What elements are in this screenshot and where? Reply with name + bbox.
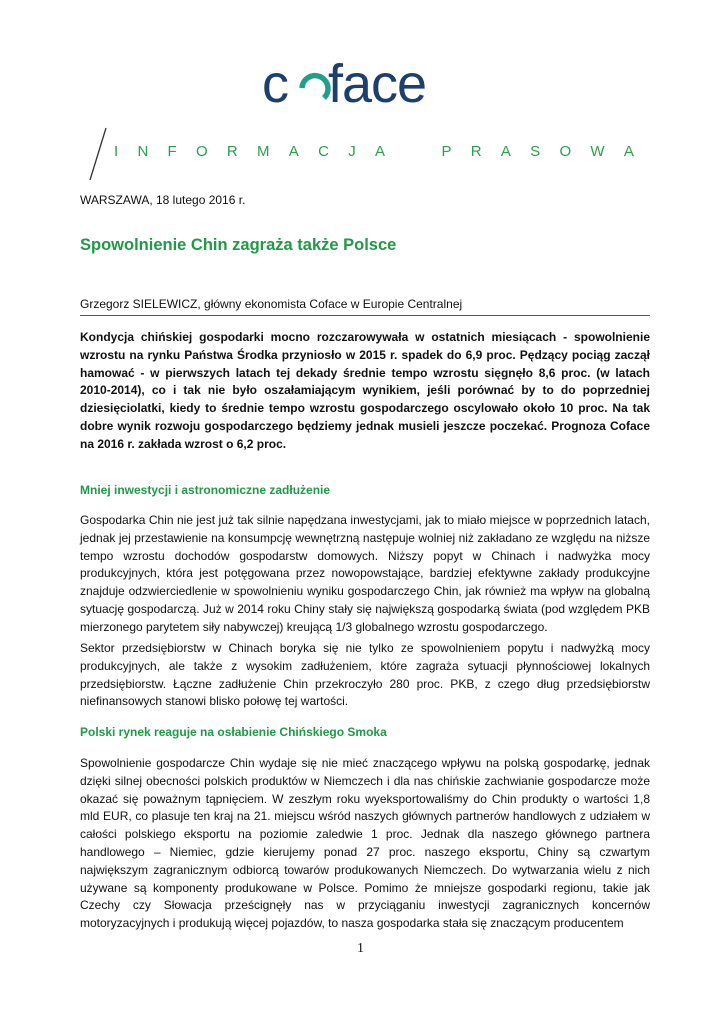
svg-text:face: face — [328, 58, 427, 114]
banner-letter: W — [590, 143, 605, 160]
banner-letter: P — [441, 143, 452, 160]
banner-letter: J — [348, 143, 356, 160]
banner-letter: O — [559, 143, 572, 160]
banner-letter: M — [257, 143, 270, 160]
author-line: Grzegorz SIELEWICZ, główny ekonomista Coface w Europie Centralnej — [80, 297, 650, 316]
body-paragraph: Gospodarka Chin nie jest już tak silnie napędzana inwestycjami, jak to miało miejsce w poprzednich latach, jednak jej przestawienie na konsumpcję wewnętrzną następuje wolniej niż zakładano ze względu na niższe tempo wzrostu dochodów gospodarstw domowych. Niższy popyt w Chinach i nadwyżka mocy produkcyjnych, która jest potęgowana przez nowopowstające, bardziej efektywne zakłady produkcyjne znajduje odzwierciedlenie w spowolnieniu wyniku gospodarczego Chin, jak również ma wpływ na globalną sytuację gospodarczą. Już w 2014 roku Chiny stały się największą gospodarką świata (pod względem PKB mierzonego parytetem siły nabywczej) kreującą 1/3 globalnego wzrostu gospodarczego. — [80, 513, 650, 634]
banner-letter: A — [500, 143, 511, 160]
banner-letter: C — [318, 143, 329, 160]
banner-letter: A — [288, 143, 299, 160]
svg-text:c: c — [262, 58, 288, 114]
body-paragraph: Spowolnienie gospodarcze Chin wydaje się nie mieć znaczącego wpływu na polską gospodarkę, jednak dzięki silnej obecności polskich produktów w Niemczech i dla nas chińskie zachwianie gospodarcze może okazać się poważnym tąpnięciem. W zeszłym roku wyeksportowaliśmy do Chin produkty o wartości 1,8 mld EUR, co plasuje ten kraj na 21. miejscu wśród naszych głównych partnerów handlowych z udziałem w całości polskiego eksportu na poziomie zaledwie 1 proc. Jednak dla naszego głównego partnera handlowego – Niemiec, gdzie kierujemy ponad 27 proc. naszego eksportu, Chiny są czwartym największym zagranicznym odbiorcą towarów produkowanych Niemczech. Do wytwarzania wielu z nich używane są komponenty produkowane w Polsce. Pomimo że mniejsze gospodarki regionu, takie jak Czechy czy Słowacja prześcignęły nas w przyciąganiu inwestycji zagranicznych koncernów motoryzacyjnych i produkują więcej pojazdów, to nasza gospodarka stała się znaczącym producentem — [80, 756, 650, 931]
page-number: 1 — [357, 941, 364, 956]
press-release-banner — [114, 143, 634, 160]
banner-letter: A — [623, 143, 634, 160]
coface-logo — [262, 58, 452, 116]
banner-letter: O — [195, 143, 208, 160]
section-heading: Mniej inwestycji i astronomiczne zadłużenie — [80, 483, 331, 497]
slash-decoration — [88, 127, 108, 181]
section-heading: Polski rynek reaguje na osłabienie Chińskiego Smoka — [80, 725, 387, 739]
banner-letter: F — [167, 143, 177, 160]
banner-letter: A — [374, 143, 385, 160]
dateline: WARSZAWA, 18 lutego 2016 r. — [80, 193, 246, 207]
banner-letter: S — [530, 143, 541, 160]
lead-paragraph: Kondycja chińskiej gospodarki mocno rozczarowywała w ostatnich miesiącach - spowolnienie wzrostu na rynku Państwa Środka przyniosło w 2015 r. spadek do 6,9 proc. Pędzący pociąg zaczął hamować - w pierwszych latach tej dekady średnie tempo wzrostu sięgnęło 8,6 proc. (w latach 2010-2014), co i tak nie było oszałamiającym wynikiem, jeśli porównać by to do poprzedniej dziesięciolatki, kiedy to średnie tempo wzrostu gospodarczego oscylowało około 10 proc. Na tak dobre wynik rozwoju gospodarczego będziemy jednak musieli jeszcze poczekać. Prognoza Coface na 2016 r. zakłada wzrost o 6,2 proc. — [80, 330, 650, 451]
document-title: Spowolnienie Chin zagraża także Polsce — [80, 236, 397, 254]
banner-letter: R — [226, 143, 238, 160]
body-paragraph: Sektor przedsiębiorstw w Chinach boryka się nie tylko ze spowolnieniem popytu i nadwyżką mocy produkcyjnych, ale także z wysokim zadłużeniem, które zagraża sytuacji płynnościowej lokalnych przedsiębiorstw. Łączne zadłużenie Chin przekroczyło 280 proc. PKB, z czego dług przedsiębiorstw niefinansowych stanowi blisko połowę tej wartości. — [80, 641, 650, 709]
banner-letter: N — [137, 143, 149, 160]
banner-letter: I — [114, 143, 119, 160]
banner-letter: R — [470, 143, 482, 160]
